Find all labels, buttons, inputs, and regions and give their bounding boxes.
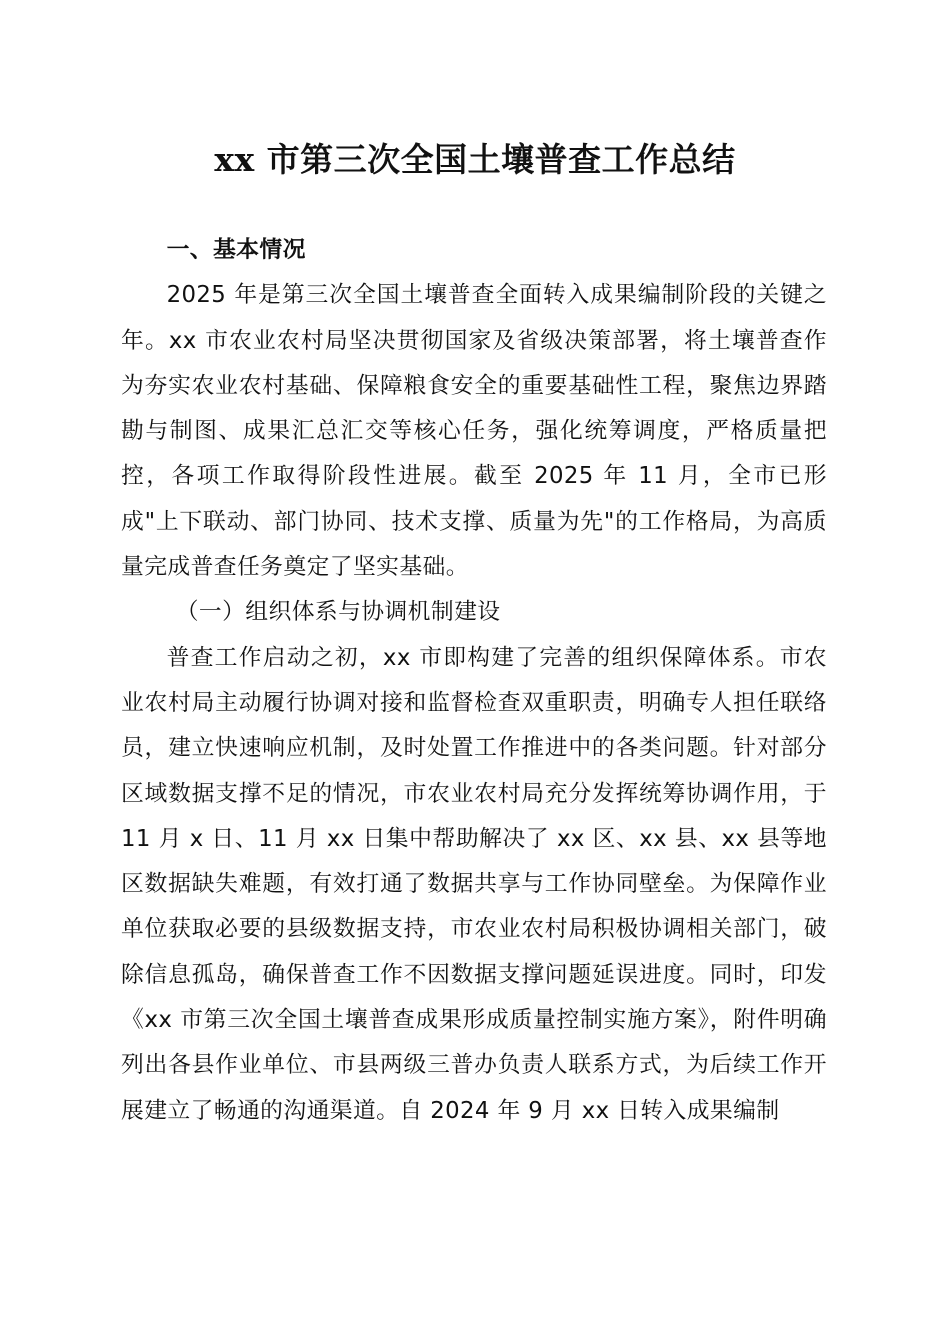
subsection-paragraph-organization: 普查工作启动之初，xx 市即构建了完善的组织保障体系。市农业农村局主动履行协调对接和监督检查双重职责，明确专人担任联络员，建立快速响应机制，及时处置工作推进中的各类问题。针对部分区域数据支撑不足的情况，市农业农村局充分发挥统筹协调作用，于 11 月 x 日、11 月 xx 日集中帮助解决了 xx 区、xx 县、xx 县等地区数据缺失难题，有效打通了数据共享与工作协同壁垒。为保障作业单位获取必要的县级数据支持，市农业农村局积极协调相关部门，破除信息孤岛，确保普查工作不因数据支撑问题延误进度。同时，印发《xx 市第三次全国土壤普查成果形成质量控制实施方案》，附件明确列出各县作业单位、市县两级三普办负责人联系方式，为后续工作开展建立了畅通的沟通渠道。自 2024 年 9 月 xx 日转入成果编制 [121,644,827,1124]
section-paragraph-basic-situation: 2025 年是第三次全国土壤普查全面转入成果编制阶段的关键之年。xx 市农业农村局坚决贯彻国家及省级决策部署，将土壤普查作为夯实农业农村基础、保障粮食安全的重要基础性工程，聚焦边界踏勘与制图、成果汇总汇交等核心任务，强化统筹调度，严格质量把控，各项工作取得阶段性进展。截至 2025 年 11 月，全市已形成"上下联动、部门协同、技术支撑、质量为先"的工作格局，为高质量完成普查任务奠定了坚实基础。 [121,282,827,581]
document-body [121,228,827,1134]
document-title: xx 市第三次全国土壤普查工作总结 [214,140,736,179]
subsection-heading-organization: （一）组织体系与协调机制建设 [175,599,501,626]
section-heading-basic-situation: 一、基本情况 [166,237,306,263]
